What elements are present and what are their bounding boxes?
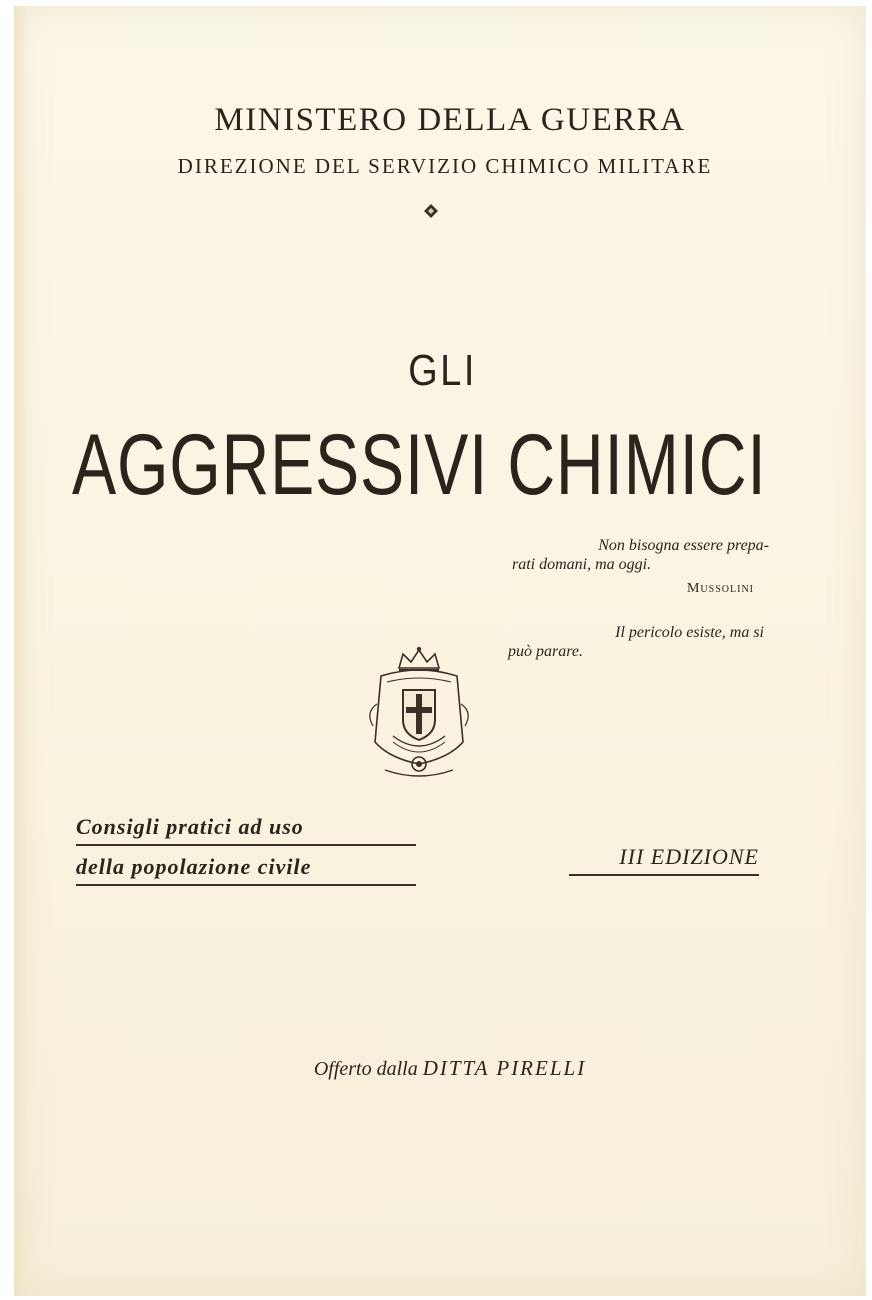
savoy-coat-of-arms-icon — [359, 646, 479, 784]
second-epigraph-line-2: può parare. — [508, 643, 583, 660]
author-name: Mussolini — [686, 581, 754, 596]
offer-company: DITTA PIRELLI — [422, 1056, 587, 1080]
direction-heading: DIREZIONE DEL SERVIZIO CHIMICO MILITARE — [177, 154, 713, 178]
epigraph-line-2: rati domani, ma oggi. — [512, 556, 652, 573]
epigraph-quote — [494, 536, 769, 574]
offer-prefix: Offerto dalla — [313, 1058, 418, 1080]
epigraph-line-1: Non bisogna essere prepa- — [598, 537, 769, 554]
diamond-ornament-icon — [424, 204, 438, 218]
epigraph-author — [494, 581, 754, 597]
subtitle-line-2: della popolazione civile — [76, 852, 416, 886]
ministry-heading: MINISTERO DELLA GUERRA — [214, 102, 686, 138]
subtitle-block — [76, 812, 416, 892]
subtitle-line-1: Consigli pratici ad uso — [76, 812, 416, 846]
offer-line — [14, 1056, 866, 1081]
second-epigraph-line-1: Il pericolo esiste, ma si — [615, 624, 764, 641]
page-title: AGGRESSIVI CHIMICI — [72, 417, 767, 513]
second-epigraph — [494, 623, 769, 661]
title-article: GLI — [408, 346, 477, 395]
document-page — [14, 6, 866, 1296]
edition-label: III EDIZIONE — [569, 844, 759, 876]
